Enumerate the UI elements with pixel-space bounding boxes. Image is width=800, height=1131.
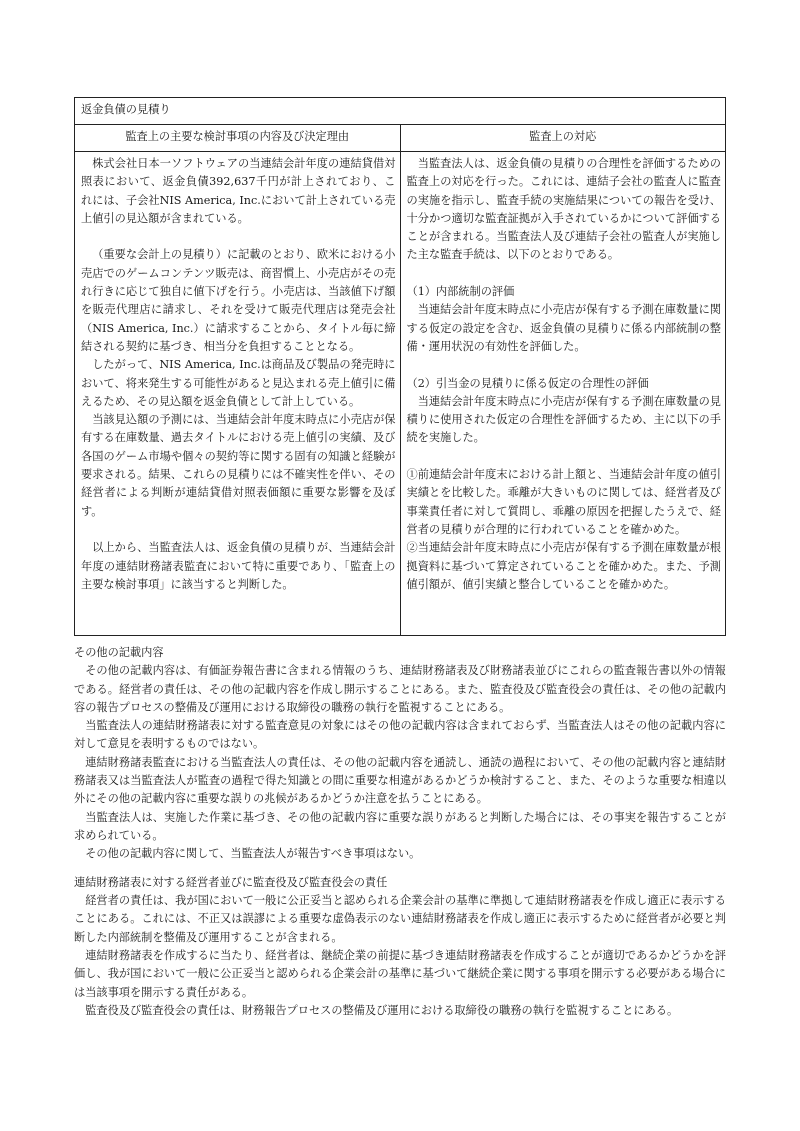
header-right: 監査上の対応 bbox=[400, 125, 726, 152]
response-procedure-item: ②当連結会計年度末時点に小売店が保有する予測在庫数量が根拠資料に基づいて算定されていることを確かめた。また、予測値引額が、値引実績と整合していることを確かめた。 bbox=[406, 541, 721, 591]
response-subheading: （1）内部統制の評価 bbox=[406, 285, 515, 299]
header-left: 監査上の主要な検討事項の内容及び決定理由 bbox=[75, 125, 401, 152]
kam-description-cell bbox=[75, 152, 401, 636]
kam-paragraph: 当該見込額の予測には、当連結会計年度末時点に小売店が保有する在庫数量、過去タイトルにおける売上値引の実績、及び各国のゲーム市場や個々の契約等に関する固有の知識と経験が要求される。結果、これらの見積りには不確実性を伴い、その経営者による判断が連結貸借対照表価額に重要な影響を及ぼす。 bbox=[81, 413, 396, 518]
section-paragraph: 連結財務諸表を作成するに当たり、経営者は、継続企業の前提に基づき連結財務諸表を作成することが適切であるかどうかを評価し、我が国において一般に公正妥当と認められる企業会計の基準に基づいて継続企業に関する事項を開示する必要がある場合には当該事項を開示する責任がある。 bbox=[74, 949, 726, 999]
kam-paragraph: 以上から、当監査法人は、返金負債の見積りが、当連結会計年度の連結財務諸表監査において特に重要であり、「監査上の主要な検討事項」に該当すると判断した。 bbox=[81, 541, 396, 591]
response-paragraph: 当連結会計年度末時点に小売店が保有する予測在庫数量に関する仮定の設定を含む、返金負債の見積りに係る内部統制の整備・運用状況の有効性を評価した。 bbox=[406, 303, 721, 353]
response-procedure-item: ①前連結会計年度末における計上額と、当連結会計年度の値引実績とを比較した。乖離が大きいものに関しては、経営者及び事業責任者に対して質問し、乖離の原因を把握したうえで、経営者の見積りが合理的に行われていることを確かめた。 bbox=[406, 468, 721, 536]
section-paragraph: 経営者の責任は、我が国において一般に公正妥当と認められる企業会計の基準に準拠して連結財務諸表を作成し適正に表示することにある。これには、不正又は誤謬による重要な虚偽表示のない連結財務諸表を作成し適正に表示するために経営者が必要と判断した内部統制を整備及び運用することが含まれる。 bbox=[74, 894, 726, 944]
section-paragraph: その他の記載内容に関して、当監査法人が報告すべき事項はない。 bbox=[85, 847, 421, 861]
responsibility-section bbox=[74, 874, 726, 1020]
kam-paragraph: したがって、NIS America, Inc.は商品及び製品の発売時において、将来発生する可能性があると見込まれる売上値引に備えるため、その見込額を返金負債として計上している。 bbox=[81, 358, 396, 408]
kam-paragraph: 株式会社日本一ソフトウェアの当連結会計年度の連結貸借対照表において、返金負債392,637千円が計上されており、これには、子会社NIS America, Inc.において計上されている売上値引の見込額が含まれている。 bbox=[81, 157, 396, 225]
section-paragraph: 監査役及び監査役会の責任は、財務報告プロセスの整備及び運用における取締役の職務の執行を監視することにある。 bbox=[85, 1003, 679, 1017]
section-paragraph: その他の記載内容は、有価証券報告書に含まれる情報のうち、連結財務諸表及び財務諸表並びにこれらの監査報告書以外の情報である。経営者の責任は、その他の記載内容を作成し開示することにある。また、監査役及び監査役会の責任は、その他の記載内容の報告プロセスの整備及び運用における取締役の職務の執行を監視することにある。 bbox=[74, 664, 726, 714]
other-info-section bbox=[74, 644, 726, 864]
response-subheading: （2）引当金の見積りに係る仮定の合理性の評価 bbox=[406, 376, 649, 390]
response-paragraph: 当連結会計年度末時点に小売店が保有する予測在庫数量の見積りに使用された仮定の合理性を評価するため、主に以下の手続を実施した。 bbox=[406, 394, 721, 445]
blank-line bbox=[81, 228, 396, 246]
blank-line bbox=[81, 521, 396, 539]
blank-line bbox=[407, 448, 722, 466]
section-paragraph: 当監査法人の連結財務諸表に対する監査意見の対象にはその他の記載内容は含まれておらず、当監査法人はその他の記載内容に対して意見を表明するものではない。 bbox=[74, 719, 726, 751]
blank-line bbox=[407, 265, 722, 283]
section-paragraph: 連結財務諸表監査における当監査法人の責任は、その他の記載内容を通読し、通読の過程において、その他の記載内容と連結財務諸表又は当監査法人が監査の過程で得た知識との間に重要な相違があるかどうか検討すること、また、そのような重要な相違以外にその他の記載内容に重要な誤りの兆候があるかどうか注意を払うことにある。 bbox=[74, 755, 726, 806]
section-heading: 連結財務諸表に対する経営者並びに監査役及び監査役会の責任 bbox=[74, 875, 388, 889]
key-audit-matter-table bbox=[74, 97, 726, 636]
kam-paragraph: （重要な会計上の見積り）に記載のとおり、欧米における小売店でのゲームコンテンツ販売は、商習慣上、小売店がその売れ行きに応じて独自に値下げを行う。小売店は、当該値下げ額を販売代理店に請求し、それを受けて販売代理店は発売会社（NIS America, Inc.）に請求することから、タイトル毎に締結される契約に基づき、相当分を負担することとなる。 bbox=[81, 248, 396, 353]
section-heading: その他の記載内容 bbox=[74, 646, 164, 659]
blank-line bbox=[407, 356, 722, 374]
table-title: 返金負債の見積り bbox=[75, 98, 726, 125]
response-paragraph: 当監査法人は、返金負債の見積りの合理性を評価するための監査上の対応を行った。これには、連結子会社の監査人に監査の実施を指示し、監査手続の実施結果についての報告を受け、十分かつ適切な監査証拠が入手されているかについて評価することが含まれる。当監査法人及び連結子会社の監査人が実施した主な監査手続は、以下のとおりである。 bbox=[406, 157, 721, 262]
audit-response-cell bbox=[400, 152, 726, 636]
section-paragraph: 当監査法人は、実施した作業に基づき、その他の記載内容に重要な誤りがあると判断した場合には、その事実を報告することが求められている。 bbox=[74, 810, 726, 842]
document-page bbox=[74, 97, 726, 1020]
